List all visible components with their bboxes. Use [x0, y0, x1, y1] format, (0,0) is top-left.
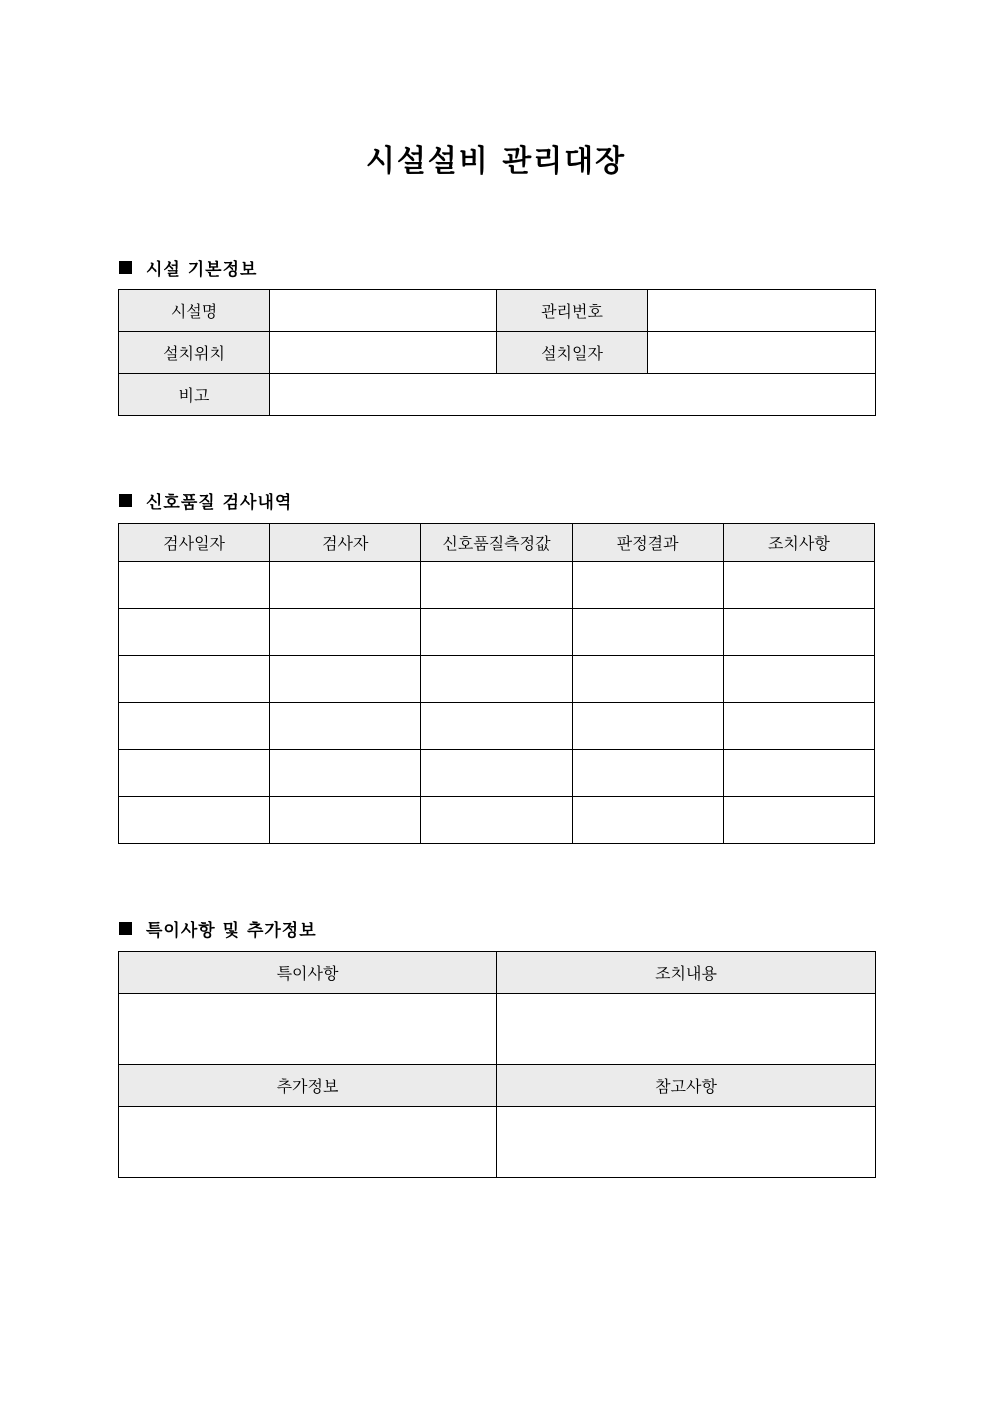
table-cell[interactable]: [421, 562, 572, 609]
label-additional-info: 추가정보: [119, 1065, 497, 1107]
section-heading-label: 신호품질 검사내역: [146, 493, 293, 513]
additional-info-field[interactable]: [119, 1107, 497, 1178]
section-heading-label: 특이사항 및 추가정보: [146, 921, 317, 941]
basic-info-table: [118, 289, 876, 416]
table-cell[interactable]: [119, 562, 270, 609]
install-date-field[interactable]: [648, 332, 876, 374]
column-header: 검사자: [270, 524, 421, 562]
column-header: 조치사항: [723, 524, 874, 562]
table-row: [119, 656, 875, 703]
table-cell[interactable]: [270, 703, 421, 750]
table-cell[interactable]: [723, 562, 874, 609]
column-header: 검사일자: [119, 524, 270, 562]
table-cell[interactable]: [119, 750, 270, 797]
table-cell[interactable]: [270, 656, 421, 703]
section-heading-label: 시설 기본정보: [146, 260, 258, 280]
document-title: 시설설비 관리대장: [365, 144, 627, 179]
table-cell[interactable]: [723, 750, 874, 797]
square-bullet-icon: [119, 261, 132, 274]
table-row: [119, 750, 875, 797]
section-heading-inspection: [119, 488, 292, 513]
table-cell[interactable]: [270, 609, 421, 656]
table-cell[interactable]: [421, 656, 572, 703]
label-facility-name: 시설명: [119, 290, 270, 332]
table-cell[interactable]: [723, 797, 874, 844]
section-heading-special-notes: [119, 916, 317, 941]
label-install-date: 설치일자: [497, 332, 648, 374]
table-cell[interactable]: [572, 562, 723, 609]
table-cell[interactable]: [723, 703, 874, 750]
square-bullet-icon: [119, 494, 132, 507]
table-cell[interactable]: [119, 609, 270, 656]
table-row: [119, 703, 875, 750]
table-cell[interactable]: [421, 609, 572, 656]
column-header: 신호품질측정값: [421, 524, 572, 562]
table-cell[interactable]: [421, 797, 572, 844]
table-cell[interactable]: [572, 609, 723, 656]
section-heading-basic-info: [119, 255, 257, 280]
inspection-table: [118, 523, 875, 844]
table-cell[interactable]: [119, 797, 270, 844]
label-management-number: 관리번호: [497, 290, 648, 332]
table-cell[interactable]: [572, 656, 723, 703]
square-bullet-icon: [119, 922, 132, 935]
column-header: 판정결과: [572, 524, 723, 562]
special-notes-table: [118, 951, 876, 1178]
table-cell[interactable]: [119, 703, 270, 750]
remarks-field[interactable]: [270, 374, 876, 416]
table-cell[interactable]: [421, 750, 572, 797]
table-cell[interactable]: [119, 656, 270, 703]
table-cell[interactable]: [723, 609, 874, 656]
table-cell[interactable]: [572, 797, 723, 844]
label-special-notes: 특이사항: [119, 952, 497, 994]
table-row: [119, 562, 875, 609]
table-cell[interactable]: [270, 562, 421, 609]
special-notes-field[interactable]: [119, 994, 497, 1065]
table-cell[interactable]: [270, 797, 421, 844]
label-install-location: 설치위치: [119, 332, 270, 374]
table-row: [119, 797, 875, 844]
table-cell[interactable]: [270, 750, 421, 797]
table-row: [119, 609, 875, 656]
table-cell[interactable]: [572, 750, 723, 797]
table-cell[interactable]: [723, 656, 874, 703]
label-remarks: 비고: [119, 374, 270, 416]
install-location-field[interactable]: [270, 332, 497, 374]
table-cell[interactable]: [572, 703, 723, 750]
facility-name-field[interactable]: [270, 290, 497, 332]
label-action-details: 조치내용: [497, 952, 876, 994]
label-references: 참고사항: [497, 1065, 876, 1107]
table-cell[interactable]: [421, 703, 572, 750]
management-number-field[interactable]: [648, 290, 876, 332]
action-details-field[interactable]: [497, 994, 876, 1065]
references-field[interactable]: [497, 1107, 876, 1178]
